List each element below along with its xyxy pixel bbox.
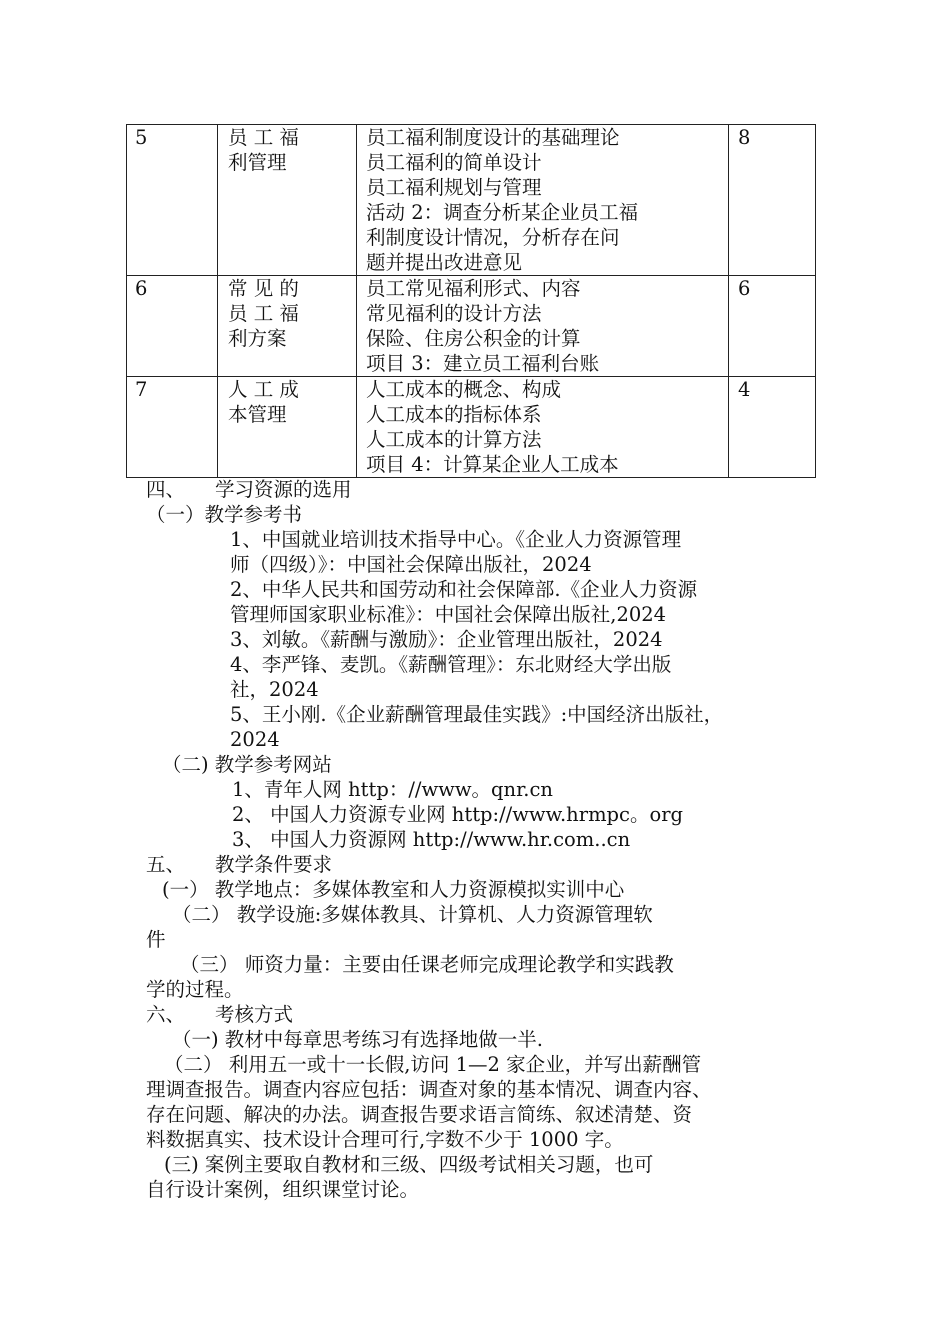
assessment-item: (三) 案例主要取自教材和三级、四级考试相关习题，也可 [164,1153,654,1176]
assessment-item: （二） 利用五一或十一长假,访问 1—2 家企业，并写出薪酬管 [164,1053,702,1076]
content-line: 保险、住房公积金的计算 [366,327,581,350]
content-line: 员工常见福利形式、内容 [366,277,581,300]
unit-name [218,125,357,276]
section-number: 五、 [146,853,186,876]
book-item-line: 1、中国就业培训技术指导中心。《企业人力资源管理 [230,528,682,551]
section-heading-4 [146,477,352,502]
unit-number: 6 [127,276,218,377]
content-line: 项目 3：建立员工福利台账 [366,352,600,375]
content-line: 利制度设计情况，分析存在问 [366,226,620,249]
condition-item: (一） 教学地点：多媒体教室和人力资源模拟实训中心 [162,878,625,901]
content-line: 员工福利的简单设计 [366,151,542,174]
table-row [127,377,816,478]
condition-item: （三） 师资力量：主要由任课老师完成理论教学和实践教 [180,953,674,976]
content-line: 项目 4：计算某企业人工成本 [366,453,619,476]
book-item-line: 师（四级）》：中国社会保障出版社，2024 [230,553,592,576]
unit-content [357,276,729,377]
unit-name [218,377,357,478]
content-line: 员工福利规划与管理 [366,176,542,199]
assessment-item: 料数据真实、技术设计合理可行,字数不少于 1000 字。 [146,1128,624,1151]
table-row [127,276,816,377]
content-line: 人工成本的计算方法 [366,428,542,451]
unit-hours: 6 [729,276,816,377]
section-heading-5 [146,852,332,877]
content-line: 人工成本的概念、构成 [366,378,562,401]
section-number: 六、 [146,1003,186,1026]
assessment-item: 理调查报告。调查内容应包括：调查对象的基本情况、调查内容、 [146,1078,712,1101]
content-line: 常见福利的设计方法 [366,302,542,325]
assessment-item: （一) 教材中每章思考练习有选择地做一半. [172,1028,544,1051]
condition-item: 件 [146,928,166,951]
content-line: 题并提出改进意见 [366,251,523,274]
subsection-books: （一）教学参考书 [146,503,303,526]
book-item-line: 管理师国家职业标准》：中国社会保障出版社,2024 [230,603,667,626]
unit-name [218,276,357,377]
course-table [126,124,816,478]
website-item: 2、 中国人力资源专业网 http://www.hrmpc。org [232,803,684,826]
assessment-item: 存在问题、解决的办法。调查报告要求语言简练、叙述清楚、资 [146,1103,693,1126]
assessment-item: 自行设计案例，组织课堂讨论。 [146,1178,420,1201]
book-item-line: 5、王小刚.《企业薪酬管理最佳实践》:中国经济出版社， [230,703,724,726]
section-title: 考核方式 [215,1003,294,1026]
condition-item: 学的过程。 [146,978,244,1001]
content-line: 活动 2：调查分析某企业员工福 [366,201,639,224]
unit-name-line: 利方案 [228,327,287,350]
unit-content [357,125,729,276]
book-item-line: 2024 [230,728,280,751]
unit-number: 5 [127,125,218,276]
unit-name-line: 常 见 的 [228,277,299,300]
unit-hours: 4 [729,377,816,478]
unit-name-line: 本管理 [228,403,287,426]
website-item: 1、青年人网 http：//www。qnr.cn [232,778,553,801]
book-item-line: 3、刘敏。《薪酬与激励》：企业管理出版社，2024 [230,628,663,651]
condition-item: （二） 教学设施:多媒体教具、计算机、人力资源管理软 [172,903,653,926]
section-heading-6 [146,1002,293,1027]
content-line: 人工成本的指标体系 [366,403,542,426]
unit-hours: 8 [729,125,816,276]
section-number: 四、 [146,478,186,501]
unit-content [357,377,729,478]
section-title: 学习资源的选用 [215,478,352,501]
subsection-websites: （二) 教学参考网站 [162,753,332,776]
book-item-line: 社，2024 [230,678,319,701]
website-item: 3、 中国人力资源网 http://www.hr.com..cn [232,828,631,851]
section-title: 教学条件要求 [215,853,333,876]
unit-name-line: 员 工 福 [228,302,299,325]
unit-name-line: 利管理 [228,151,287,174]
content-line: 员工福利制度设计的基础理论 [366,126,620,149]
unit-name-line: 人 工 成 [228,378,299,401]
book-item-line: 4、李严锋、麦凯。《薪酬管理》：东北财经大学出版 [230,653,672,676]
book-item-line: 2、中华人民共和国劳动和社会保障部.《企业人力资源 [230,578,698,601]
unit-number: 7 [127,377,218,478]
unit-name-line: 员 工 福 [228,126,299,149]
table-row [127,125,816,276]
